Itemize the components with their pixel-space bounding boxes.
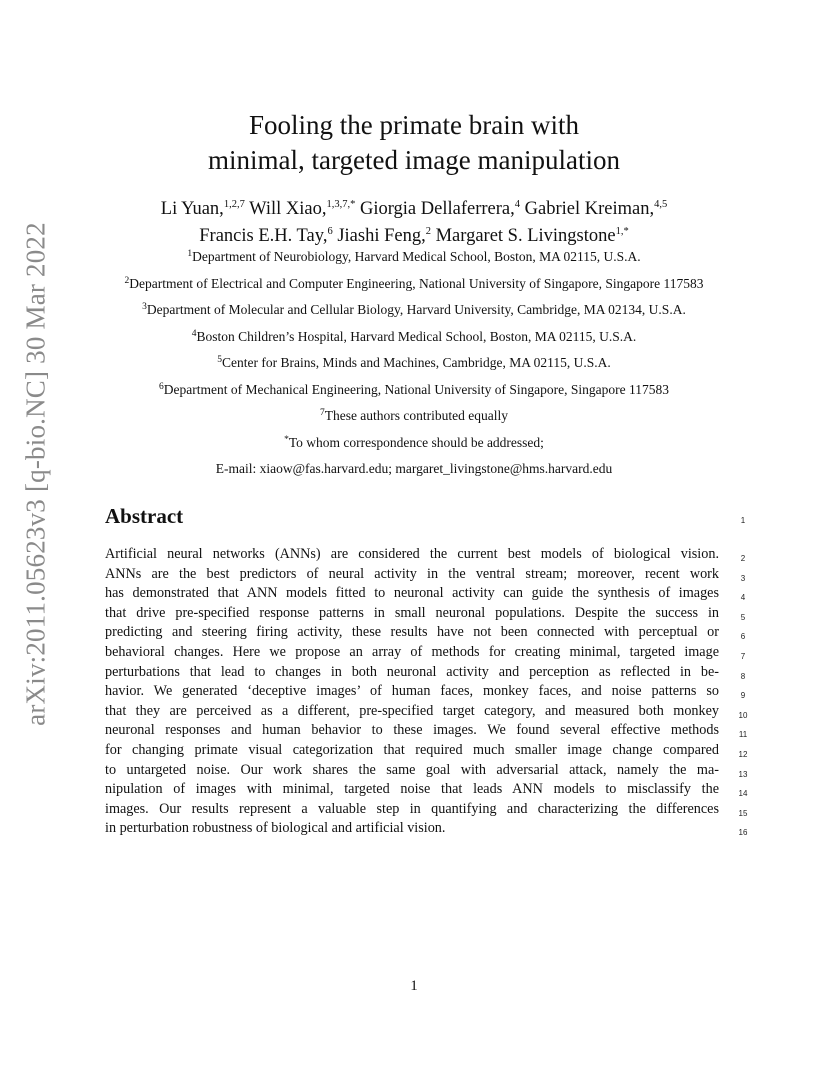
paper-title: [0, 108, 828, 178]
line-number: 9: [740, 691, 746, 701]
line-number: 6: [740, 632, 746, 642]
line-number: 3: [740, 573, 746, 583]
abstract-line: for changing primate visual categorization that required much smaller image change compared: [105, 741, 719, 758]
affiliation-line: [0, 298, 828, 325]
affiliation-text: Boston Children’s Hospital, Harvard Medical School, Boston, MA 02115, U.S.A.: [196, 328, 637, 344]
affiliation-marker: 1: [187, 249, 193, 259]
author-name: Will Xiao,: [244, 199, 327, 219]
affiliation-text: To whom correspondence should be addressed;: [288, 434, 544, 450]
affiliation-marker: 6: [159, 381, 164, 392]
abstract-body: [105, 545, 719, 839]
author-name: Li Yuan,: [160, 199, 224, 219]
line-number: 1: [740, 516, 746, 525]
line-number: 4: [740, 593, 746, 603]
abstract-line: images. Our results represent a valuable step in quantifying and characterizing the differences: [105, 800, 719, 817]
abstract-line: Artificial neural networks (ANNs) are considered the current best models of biological vision.: [105, 546, 719, 562]
abstract-line: predicting and steering firing activity, these results have not been connected with perceptual or: [105, 624, 719, 641]
line-number: 7: [740, 652, 746, 661]
author-name: Jiashi Feng,: [332, 226, 426, 246]
paper-title-line-2: minimal, targeted image manipulation: [208, 145, 620, 175]
paper-title-line-1: Fooling the primate brain with: [249, 110, 579, 140]
abstract-heading: Abstract: [105, 504, 184, 528]
affiliation-text: These authors contributed equally: [324, 408, 509, 423]
affiliation-line: [0, 378, 828, 405]
author-affiliation-marker: 1,2,7: [223, 199, 245, 210]
arxiv-identifier-text: arXiv:2011.05623v3 [q-bio.NC] 30 Mar 2022: [20, 222, 51, 726]
affiliation-marker: 4: [191, 328, 197, 339]
author-list: [0, 197, 828, 251]
affiliation-line: [0, 245, 828, 272]
line-number: 2: [740, 554, 746, 563]
affiliation-line: [0, 351, 828, 378]
author-affiliation-marker: 1,3,7,*: [326, 199, 356, 210]
page-number: 1: [410, 978, 418, 994]
affiliation-marker: *: [284, 434, 289, 445]
line-number: 5: [740, 612, 746, 622]
contact-email-text: E-mail: xiaow@fas.harvard.edu; margaret_livingstone@hms.harvard.edu: [215, 461, 613, 476]
abstract-line: perturbations that lead to changes in both neuronal activity and perception as reflected in be-: [105, 663, 719, 680]
line-number: 8: [740, 671, 746, 681]
affiliation-text: Department of Molecular and Cellular Biology, Harvard University, Cambridge, MA 02134, U.S.A.: [146, 302, 686, 317]
equal-contribution-note: [0, 404, 828, 431]
author-affiliation-marker: 1,*: [615, 226, 629, 237]
author-line-1: [0, 197, 828, 224]
line-number: 16: [738, 828, 748, 838]
author-name: Margaret S. Livingstone: [430, 226, 616, 246]
line-number: 11: [738, 730, 748, 740]
line-number: 10: [738, 710, 748, 720]
abstract-line: neuronal responses and human behavior to these images. We found several effective methods: [105, 722, 719, 739]
author-affiliation-marker: 4: [514, 199, 520, 210]
affiliation-text: Department of Neurobiology, Harvard Medical School, Boston, MA 02115, U.S.A.: [192, 249, 641, 264]
affiliation-marker: 3: [142, 302, 147, 312]
author-affiliation-marker: 4,5: [654, 199, 668, 210]
abstract-line: that they are perceived as a different, pre-specified target category, and measured both monkey: [105, 702, 719, 719]
abstract-line: behavioral changes. Here we propose an array of methods for creating minimal, targeted image: [105, 643, 719, 660]
abstract-line: in perturbation robustness of biological and artificial vision.: [105, 820, 446, 837]
line-number: 13: [738, 769, 748, 779]
affiliation-list: [0, 245, 828, 482]
line-number: 14: [738, 789, 748, 799]
correspondence-note: [0, 431, 828, 458]
abstract-line: has demonstrated that ANN models fitted to neuronal activity can guide the synthesis of images: [105, 585, 719, 602]
contact-email: [0, 457, 828, 482]
abstract-line: ANNs are the best predictors of neural activity in the ventral stream; moreover, recent work: [105, 565, 719, 582]
author-name: Giorgia Dellaferrera,: [355, 199, 515, 219]
abstract-line: that drive pre-specified response patterns in small neuronal populations. Despite the success in: [105, 604, 719, 621]
author-name: Gabriel Kreiman,: [520, 199, 655, 219]
affiliation-line: [0, 325, 828, 352]
affiliation-text: Department of Electrical and Computer Engineering, National University of Singapore, Singapore 117583: [129, 275, 704, 291]
affiliation-line: [0, 272, 828, 299]
author-affiliation-marker: 2: [425, 226, 431, 237]
line-number: 12: [738, 750, 748, 759]
affiliation-marker: 5: [217, 355, 223, 365]
affiliation-marker: 2: [124, 275, 130, 286]
affiliation-text: Center for Brains, Minds and Machines, Cambridge, MA 02115, U.S.A.: [222, 355, 611, 370]
affiliation-text: Department of Mechanical Engineering, National University of Singapore, Singapore 117583: [163, 381, 669, 397]
author-name: Francis E.H. Tay,: [199, 226, 328, 246]
line-number: 15: [738, 808, 748, 818]
author-affiliation-marker: 6: [327, 226, 333, 237]
abstract-line: nipulation of images with minimal, targeted noise that leads ANN models to misclassify the: [105, 781, 719, 798]
abstract-line: to untargeted noise. Our work shares the same goal with adversarial attack, namely the ma-: [105, 761, 719, 778]
affiliation-marker: 7: [319, 408, 325, 418]
abstract-line: havior. We generated ‘deceptive images’ of human faces, monkey faces, and noise patterns so: [105, 683, 719, 700]
